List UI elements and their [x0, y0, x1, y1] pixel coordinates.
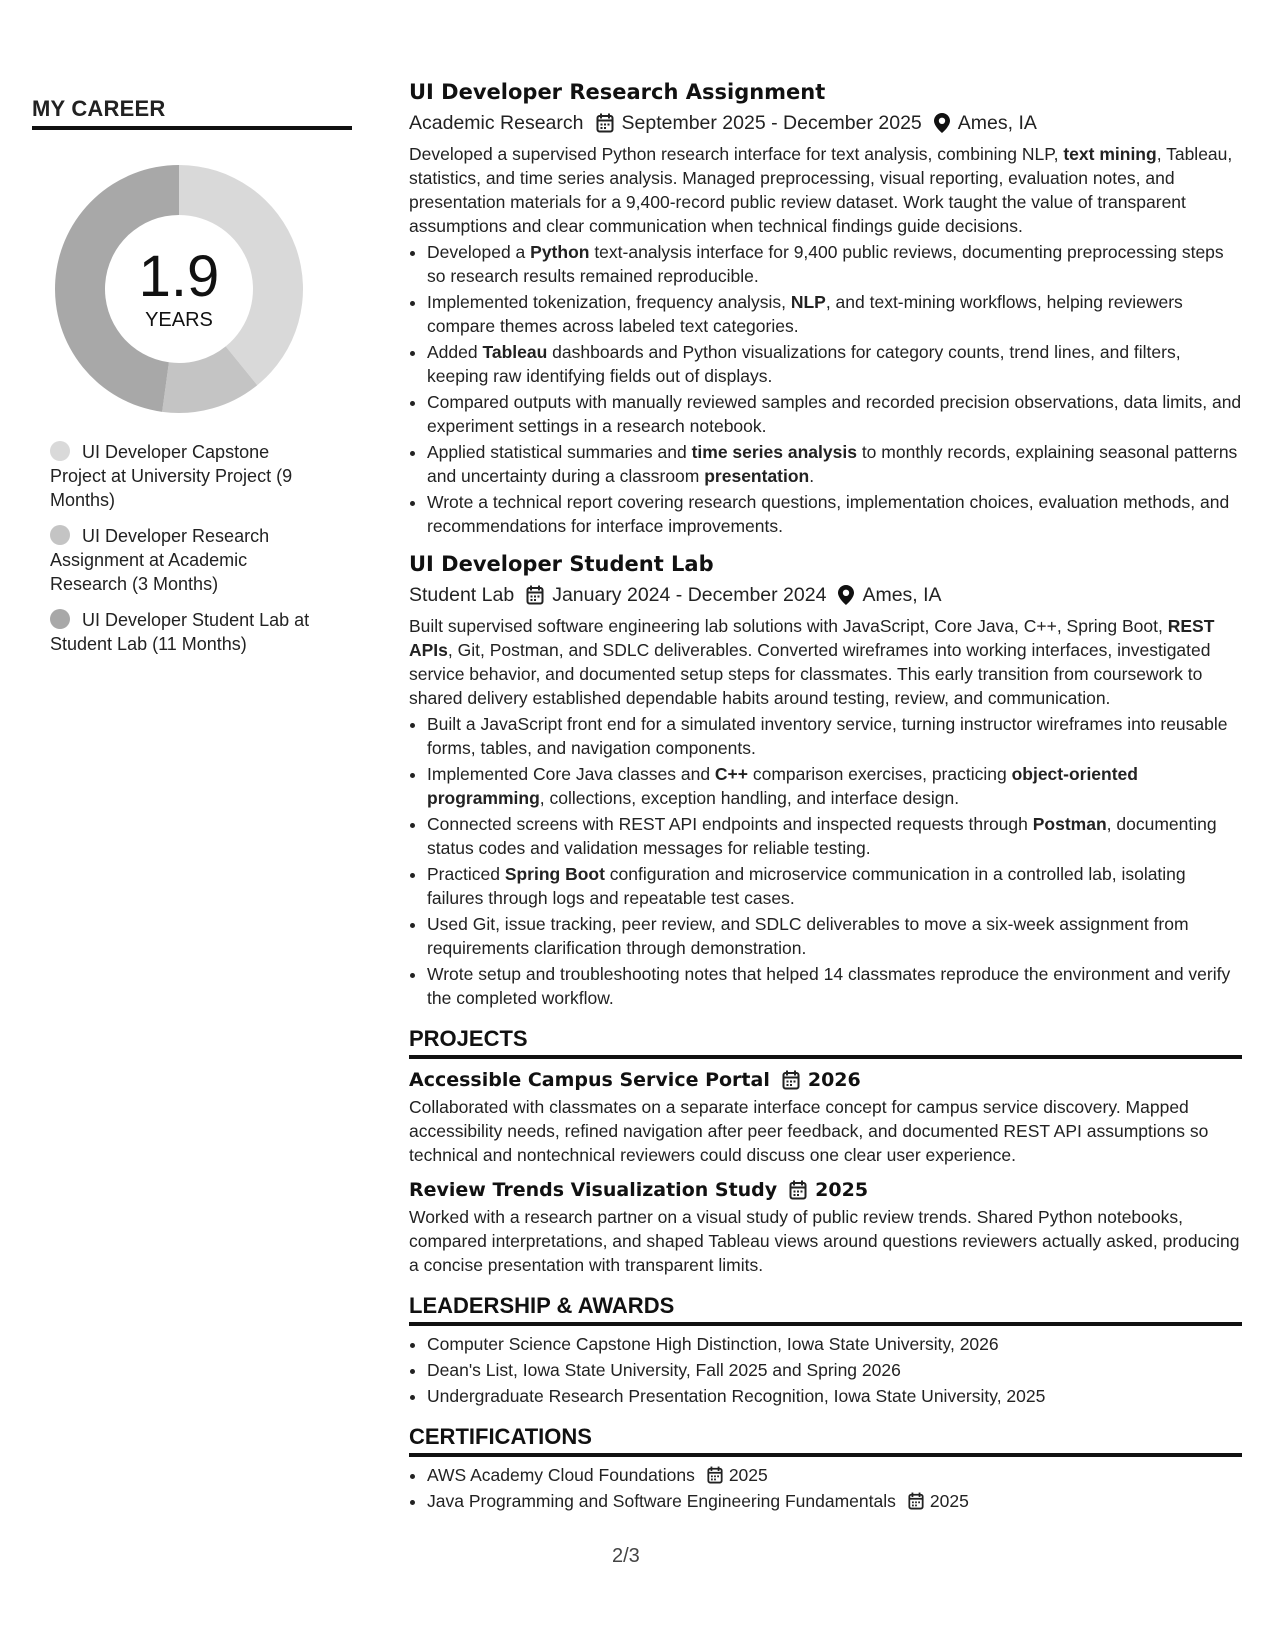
donut-center [54, 164, 304, 414]
bullet-item: • Compared outputs with manually reviewed samples and recorded precision observations, data limits, and experiment settings in a research notebook. [427, 390, 1242, 438]
legend-dot [50, 609, 70, 629]
leadership-list [409, 1332, 1242, 1408]
job-location: Ames, IA [957, 112, 1037, 134]
project-name: Review Trends Visualization Study [409, 1179, 778, 1201]
bullet-item: • Wrote a technical report covering research questions, implementation choices, evaluation methods, and recommendations for interface improvements. [427, 490, 1242, 538]
career-donut-chart [54, 164, 304, 414]
legend-label: UI Developer Research Assignment at Academic Research (3 Months) [50, 526, 270, 594]
certification-name: • Java Programming and Software Engineering Fundamentals [427, 1491, 896, 1511]
certification-item [427, 1489, 1242, 1513]
summary-text: Developed a supervised Python research interface for text analysis, combining NLP, [409, 144, 1064, 164]
legend-label: UI Developer Student Lab at Student Lab (11 Months) [50, 610, 310, 654]
career-sidebar [32, 96, 352, 668]
summary-text: Built supervised software engineering lab solutions with JavaScript, Core Java, C++, Spring Boot, [409, 616, 1168, 636]
project-name: Accessible Campus Service Portal [409, 1069, 770, 1091]
job-org: Academic Research [409, 112, 584, 134]
certification-item [427, 1463, 1242, 1487]
project-item [409, 1177, 1242, 1277]
bullet-item: • Applied statistical summaries and time series analysis to monthly records, explaining seasonal patterns and uncertainty during a classroom presentation. [427, 440, 1242, 488]
legend-label: UI Developer Capstone Project at University Project (9 Months) [50, 442, 293, 510]
calendar-icon [789, 1180, 807, 1200]
total-years-value: 1.9 [138, 243, 220, 309]
bullet-item: • Developed a Python text-analysis interface for 9,400 public reviews, documenting preprocessing steps so research results remained reproducible. [427, 240, 1242, 288]
resume-main [409, 78, 1242, 1515]
project-year: 2025 [815, 1179, 869, 1201]
legend-dot [50, 441, 70, 461]
calendar-icon [596, 113, 614, 133]
summary-text: , Git, Postman, and SDLC deliverables. Converted wireframes into working interfaces, investigated service behavior, and documented setup steps for classmates. This early transition from coursework to shared delivery established dependable habits around testing, review, and communication. [409, 640, 1211, 708]
job-meta [409, 110, 1242, 136]
bullet-item: • Wrote setup and troubleshooting notes that helped 14 classmates reproduce the environment and verify the completed workflow. [427, 962, 1242, 1010]
job-summary [409, 614, 1242, 710]
job-bullets [409, 712, 1242, 1010]
page-number: 2/3 [612, 1545, 640, 1567]
career-legend [50, 440, 320, 656]
total-years-unit: YEARS [145, 308, 213, 331]
section-title: CERTIFICATIONS [409, 1424, 1242, 1457]
project-description: Worked with a research partner on a visual study of public review trends. Shared Python notebooks, compared interpretations, and shaped Tableau views around questions reviewers actually asked, producing a concise presentation with transparent limits. [409, 1207, 1240, 1275]
job-entry [409, 78, 1242, 538]
job-meta [409, 582, 1242, 608]
job-summary [409, 142, 1242, 238]
project-year: 2026 [807, 1069, 861, 1091]
calendar-icon [707, 1466, 723, 1484]
calendar-icon [908, 1492, 924, 1510]
leadership-section [409, 1293, 1242, 1408]
legend-item [50, 524, 320, 596]
section-title: PROJECTS [409, 1026, 1242, 1059]
award-item: • Computer Science Capstone High Distinction, Iowa State University, 2026 [427, 1332, 1242, 1356]
summary-text: , Tableau, statistics, and time series analysis. Managed preprocessing, visual reporting, evaluation notes, and presentation materials for a 9,400-record public review dataset. Work taught the value of transparent assumptions and clear communication when technical findings guide decisions. [409, 144, 1233, 236]
award-item: • Undergraduate Research Presentation Recognition, Iowa State University, 2025 [427, 1384, 1242, 1408]
legend-dot [50, 525, 70, 545]
certifications-section [409, 1424, 1242, 1513]
job-title: UI Developer Research Assignment [409, 80, 826, 104]
projects-section [409, 1026, 1242, 1277]
section-title: LEADERSHIP & AWARDS [409, 1293, 1242, 1326]
certification-name: • AWS Academy Cloud Foundations [427, 1465, 695, 1485]
bullet-item: • Practiced Spring Boot configuration and microservice communication in a controlled lab, isolating failures through logs and repeatable test cases. [427, 862, 1242, 910]
bullet-item: • Implemented Core Java classes and C++ comparison exercises, practicing object-oriented programming, collections, exception handling, and interface design. [427, 762, 1242, 810]
certification-year: 2025 [728, 1465, 768, 1485]
job-dates: January 2024 - December 2024 [552, 584, 827, 606]
map-pin-icon [934, 113, 950, 133]
project-title [409, 1177, 1242, 1203]
career-title: MY CAREER [32, 96, 352, 130]
summary-keyword: text mining [1063, 144, 1157, 164]
job-org: Student Lab [409, 584, 515, 606]
certifications-list [409, 1463, 1242, 1513]
bullet-item: • Used Git, issue tracking, peer review, and SDLC deliverables to move a six-week assignment from requirements clarification through demonstration. [427, 912, 1242, 960]
legend-item [50, 608, 320, 656]
job-title: UI Developer Student Lab [409, 552, 714, 576]
job-location: Ames, IA [862, 584, 942, 606]
project-description: Collaborated with classmates on a separate interface concept for campus service discovery. Mapped accessibility needs, refined navigation after peer feedback, and documented REST API assumptions so technical and nontechnical reviewers could discuss one clear user experience. [409, 1097, 1209, 1165]
calendar-icon [526, 585, 544, 605]
bullet-item: • Built a JavaScript front end for a simulated inventory service, turning instructor wireframes into reusable forms, tables, and navigation components. [427, 712, 1242, 760]
job-bullets [409, 240, 1242, 538]
bullet-item: • Connected screens with REST API endpoints and inspected requests through Postman, documenting status codes and validation messages for reliable testing. [427, 812, 1242, 860]
job-entry [409, 550, 1242, 1010]
award-item: • Dean's List, Iowa State University, Fall 2025 and Spring 2026 [427, 1358, 1242, 1382]
bullet-item: • Added Tableau dashboards and Python visualizations for category counts, trend lines, and filters, keeping raw identifying fields out of displays. [427, 340, 1242, 388]
map-pin-icon [838, 585, 854, 605]
calendar-icon [782, 1070, 800, 1090]
legend-item [50, 440, 320, 512]
summary-keyword: REST APIs [409, 616, 1215, 660]
project-title [409, 1067, 1242, 1093]
project-item [409, 1067, 1242, 1167]
bullet-item: • Implemented tokenization, frequency analysis, NLP, and text-mining workflows, helping reviewers compare themes across labeled text categories. [427, 290, 1242, 338]
job-dates: September 2025 - December 2025 [621, 112, 922, 134]
certification-year: 2025 [929, 1491, 969, 1511]
